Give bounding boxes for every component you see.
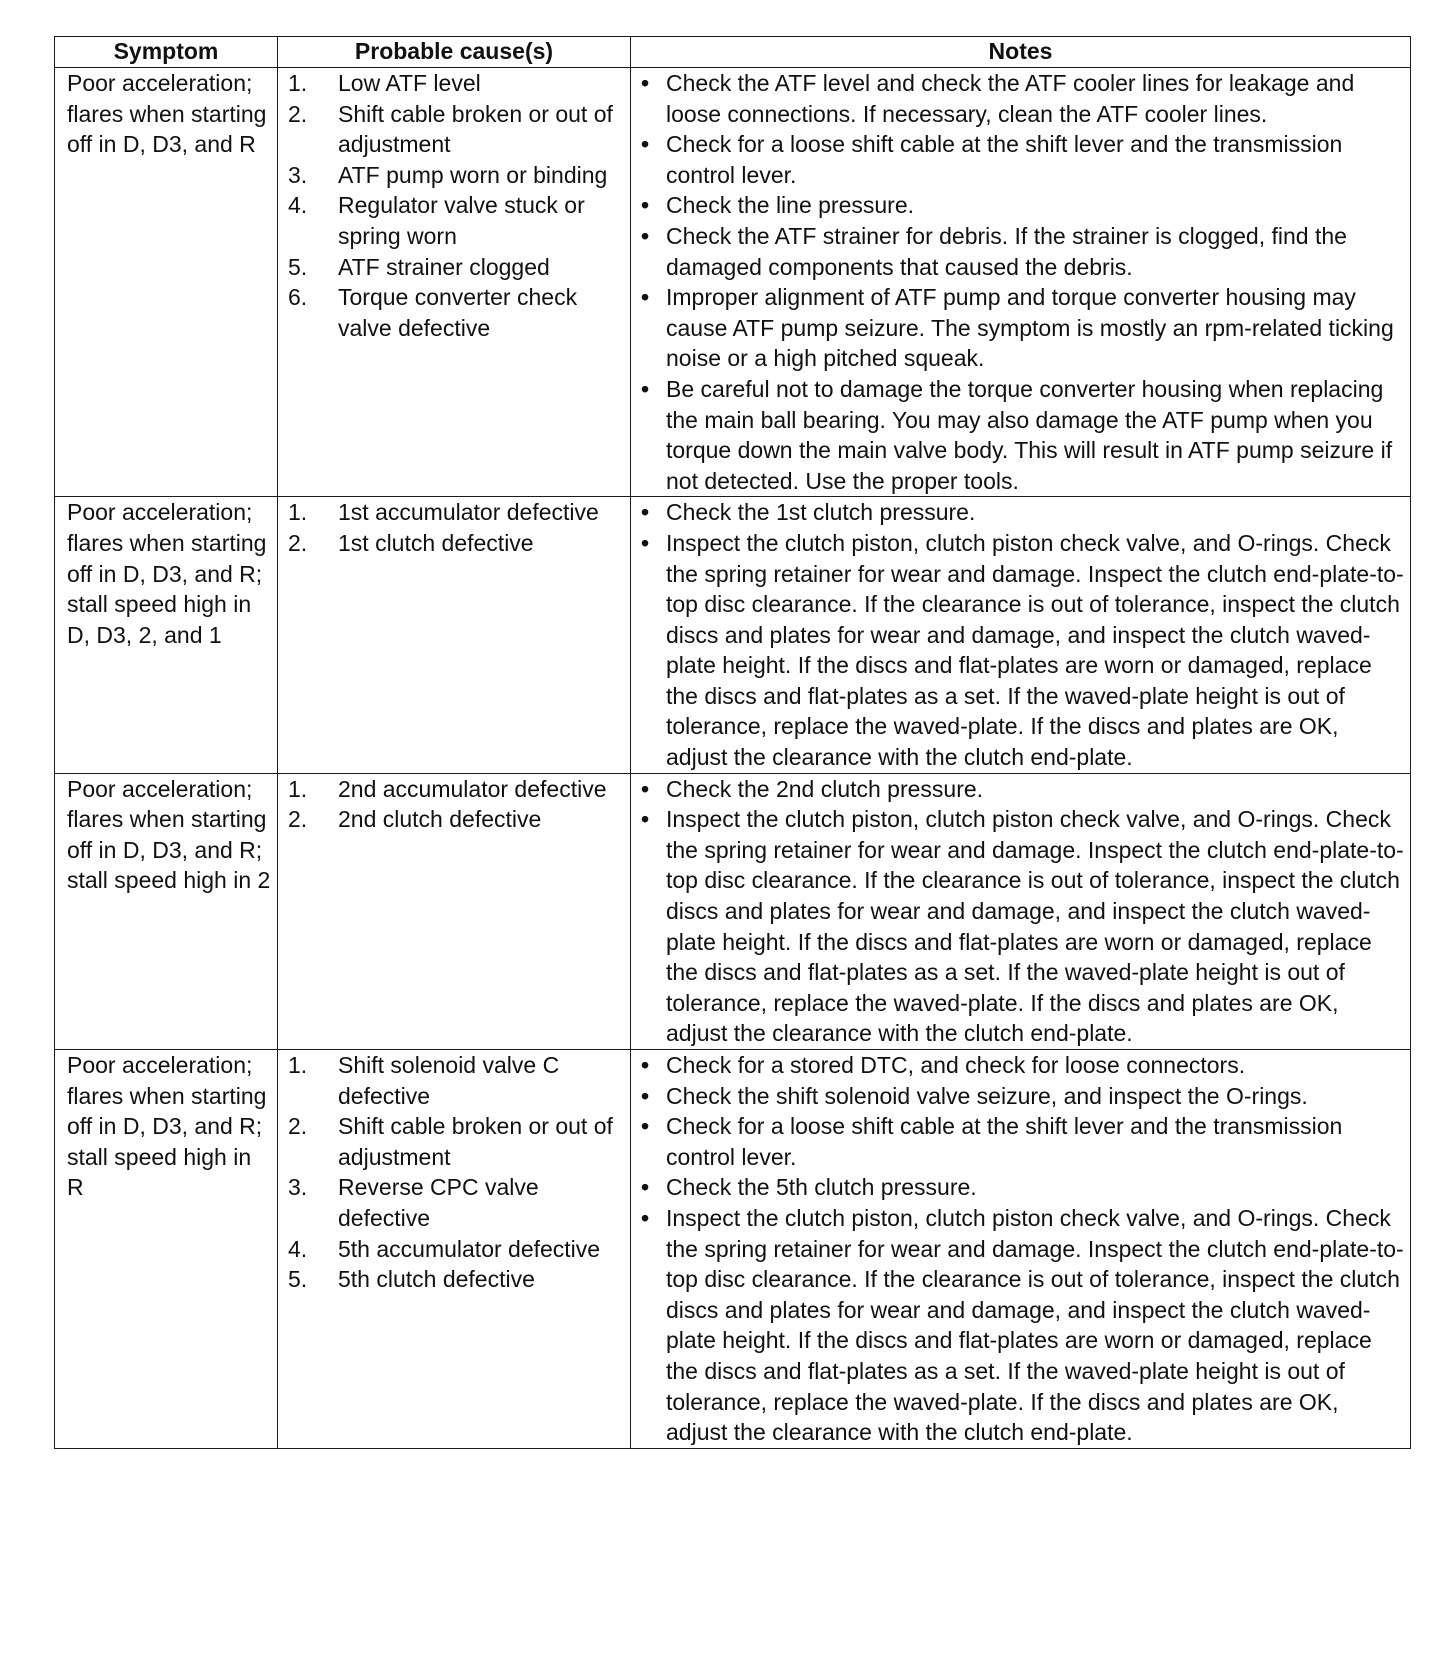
header-probable-causes: Probable cause(s) (278, 37, 631, 68)
note-item (641, 374, 1406, 496)
table-row (55, 1050, 1411, 1449)
cause-text: ATF strainer clogged (338, 253, 550, 280)
cause-item (288, 252, 624, 283)
bullet-icon: • (641, 499, 650, 526)
note-item (641, 774, 1406, 805)
note-text: Check the 1st clutch pressure. (666, 499, 976, 526)
table-header-row (55, 37, 1411, 68)
notes-cell (631, 1050, 1411, 1449)
cause-text: Torque converter check valve defective (338, 284, 578, 341)
cause-item (288, 1264, 624, 1295)
note-text: Inspect the clutch piston, clutch piston check valve, and O-rings. Check the spring retainer for wear and damage. Inspect the clutch end-plate-to-top disc clearance. If the clearance is out of tolerance, inspect the clutch discs and plates for wear and damage, and inspect the clutch waved-plate height. If the discs and flat-plates are worn or damaged, replace the discs and flat-plates as a set. If the waved-plate height is out of tolerance, replace the waved-plate. If the discs and plates are OK, adjust the clearance with the clutch end-plate. (666, 806, 1404, 1047)
document-page (54, 36, 1410, 1449)
note-item (641, 1203, 1406, 1448)
note-text: Check the ATF level and check the ATF cooler lines for leakage and loose connections. If necessary, clean the ATF cooler lines. (666, 70, 1355, 127)
causes-list (288, 1050, 624, 1295)
table-body (55, 68, 1411, 1449)
cause-item (288, 68, 624, 99)
cause-item (288, 497, 624, 528)
note-text: Check the 2nd clutch pressure. (666, 775, 984, 802)
cause-number: 3. (288, 161, 308, 188)
symptom-cell: Poor acceleration; flares when starting off in D, D3, and R (55, 68, 278, 497)
note-item (641, 1081, 1406, 1112)
cause-number: 4. (288, 1235, 308, 1262)
note-text: Check the line pressure. (666, 192, 915, 219)
cause-number: 2. (288, 100, 308, 127)
symptom-cell: Poor acceleration; flares when starting off in D, D3, and R; stall speed high in D, D3, 2, and 1 (55, 497, 278, 773)
cause-number: 5. (288, 1266, 308, 1293)
cause-text: 5th accumulator defective (338, 1235, 601, 1262)
note-text: Check for a loose shift cable at the shift lever and the transmission control lever. (666, 1113, 1343, 1170)
cause-text: 1st clutch defective (338, 529, 534, 556)
note-item (641, 528, 1406, 773)
bullet-icon: • (641, 375, 650, 402)
notes-list (641, 497, 1406, 772)
causes-list (288, 68, 624, 343)
note-item (641, 1111, 1406, 1172)
cause-number: 3. (288, 1174, 308, 1201)
note-item (641, 282, 1406, 374)
symptom-cell: Poor acceleration; flares when starting off in D, D3, and R; stall speed high in 2 (55, 773, 278, 1049)
cause-number: 1. (288, 1052, 308, 1078)
cause-number: 6. (288, 284, 308, 311)
causes-list (288, 497, 624, 558)
cause-item (288, 1050, 624, 1111)
cause-text: 1st accumulator defective (338, 499, 599, 526)
note-item (641, 497, 1406, 528)
note-item (641, 190, 1406, 221)
notes-list (641, 68, 1406, 496)
causes-list (288, 774, 624, 835)
bullet-icon: • (641, 1052, 650, 1078)
note-item (641, 1050, 1406, 1081)
cause-number: 1. (288, 499, 308, 526)
header-symptom: Symptom (55, 37, 278, 68)
table-row (55, 773, 1411, 1049)
note-text: Check for a stored DTC, and check for loose connectors. (666, 1052, 1246, 1078)
note-item (641, 68, 1406, 129)
probable-causes-cell (278, 773, 631, 1049)
header-notes: Notes (631, 37, 1411, 68)
cause-text: Reverse CPC valve defective (338, 1174, 539, 1231)
cause-item (288, 282, 624, 343)
note-item (641, 129, 1406, 190)
probable-causes-cell (278, 68, 631, 497)
notes-cell (631, 68, 1411, 497)
note-text: Check for a loose shift cable at the shift lever and the transmission control lever. (666, 131, 1343, 188)
bullet-icon: • (641, 284, 650, 311)
symptom-cell: Poor acceleration; flares when starting off in D, D3, and R; stall speed high in R (55, 1050, 278, 1449)
cause-item (288, 1234, 624, 1265)
cause-number: 1. (288, 775, 308, 802)
note-text: Be careful not to damage the torque converter housing when replacing the main ball bearing. You may also damage the ATF pump when you torque down the main valve body. This will result in ATF pump seizure if not detected. Use the proper tools. (666, 375, 1393, 494)
table-row (55, 68, 1411, 497)
note-item (641, 1172, 1406, 1203)
cause-item (288, 528, 624, 559)
note-text: Inspect the clutch piston, clutch piston check valve, and O-rings. Check the spring retainer for wear and damage. Inspect the clutch end-plate-to-top disc clearance. If the clearance is out of tolerance, inspect the clutch discs and plates for wear and damage, and inspect the clutch waved-plate height. If the discs and flat-plates are worn or damaged, replace the discs and flat-plates as a set. If the waved-plate height is out of tolerance, replace the waved-plate. If the discs and plates are OK, adjust the clearance with the clutch end-plate. (666, 529, 1404, 771)
cause-item (288, 190, 624, 251)
bullet-icon: • (641, 775, 650, 802)
note-text: Check the ATF strainer for debris. If the strainer is clogged, find the damaged components that caused the debris. (666, 222, 1347, 280)
bullet-icon: • (641, 1082, 650, 1109)
table-row (55, 497, 1411, 773)
cause-text: Shift cable broken or out of adjustment (338, 1113, 613, 1170)
cause-text: Shift cable broken or out of adjustment (338, 100, 613, 158)
cause-item (288, 1111, 624, 1172)
cause-item (288, 774, 624, 805)
troubleshooting-table (54, 36, 1411, 1449)
note-text: Inspect the clutch piston, clutch piston check valve, and O-rings. Check the spring retainer for wear and damage. Inspect the clutch end-plate-to-top disc clearance. If the clearance is out of tolerance, inspect the clutch discs and plates for wear and damage, and inspect the clutch waved-plate height. If the discs and flat-plates are worn or damaged, replace the discs and flat-plates as a set. If the waved-plate height is out of tolerance, replace the waved-plate. If the discs and plates are OK, adjust the clearance with the clutch end-plate. (666, 1204, 1404, 1446)
cause-text: 2nd accumulator defective (338, 775, 607, 802)
bullet-icon: • (641, 806, 650, 833)
probable-causes-cell (278, 497, 631, 773)
cause-number: 2. (288, 806, 308, 833)
bullet-icon: • (641, 222, 650, 249)
probable-causes-cell (278, 1050, 631, 1449)
note-text: Check the 5th clutch pressure. (666, 1174, 977, 1201)
cause-number: 2. (288, 529, 308, 556)
bullet-icon: • (641, 192, 650, 219)
bullet-icon: • (641, 131, 650, 158)
bullet-icon: • (641, 70, 650, 96)
bullet-icon: • (641, 529, 650, 556)
cause-number: 2. (288, 1113, 308, 1140)
note-item (641, 221, 1406, 282)
bullet-icon: • (641, 1113, 650, 1140)
note-item (641, 804, 1406, 1049)
cause-item (288, 99, 624, 160)
cause-number: 5. (288, 253, 308, 280)
cause-text: Shift solenoid valve C defective (338, 1052, 560, 1109)
cause-text: 5th clutch defective (338, 1266, 535, 1293)
cause-text: Regulator valve stuck or spring worn (338, 192, 585, 249)
cause-item (288, 804, 624, 835)
notes-cell (631, 497, 1411, 773)
notes-list (641, 774, 1406, 1049)
note-text: Improper alignment of ATF pump and torque converter housing may cause ATF pump seizure. The symptom is mostly an rpm-related ticking noise or a high pitched squeak. (666, 284, 1394, 372)
cause-number: 1. (288, 70, 308, 96)
cause-text: Low ATF level (338, 70, 481, 96)
cause-item (288, 1172, 624, 1233)
bullet-icon: • (641, 1174, 650, 1201)
cause-item (288, 160, 624, 191)
notes-cell (631, 773, 1411, 1049)
bullet-icon: • (641, 1204, 650, 1231)
cause-text: ATF pump worn or binding (338, 161, 608, 188)
cause-number: 4. (288, 192, 308, 219)
notes-list (641, 1050, 1406, 1448)
note-text: Check the shift solenoid valve seizure, and inspect the O-rings. (666, 1082, 1308, 1109)
cause-text: 2nd clutch defective (338, 806, 542, 833)
